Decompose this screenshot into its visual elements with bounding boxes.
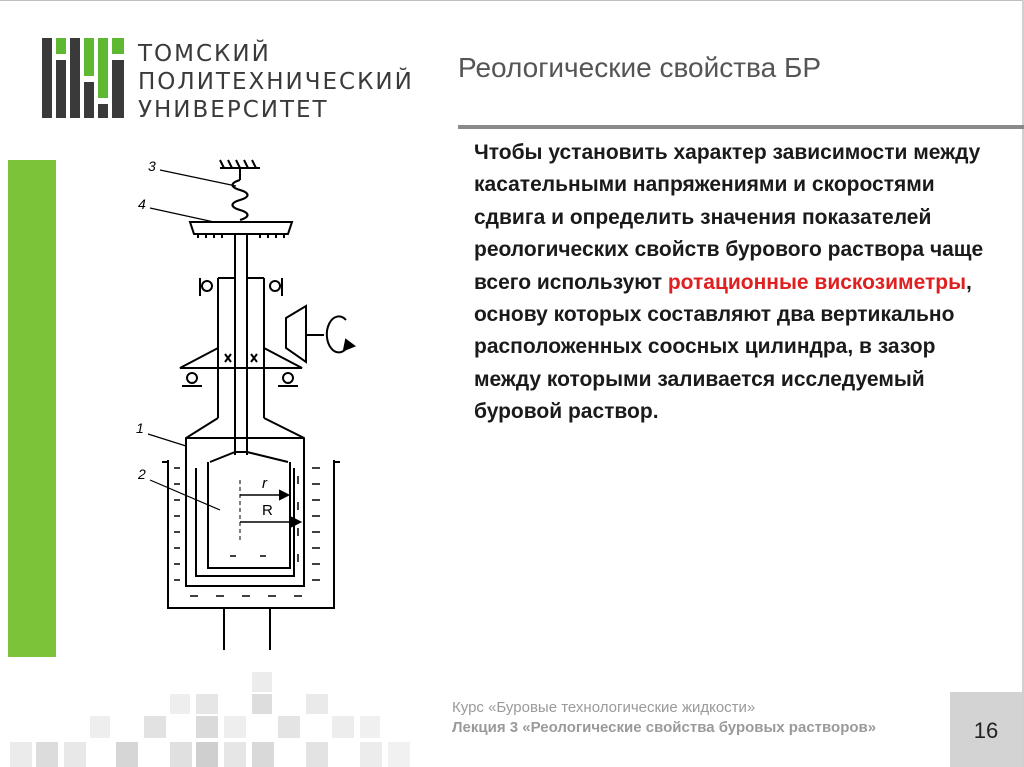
footer-lecture <box>452 718 922 738</box>
university-name <box>138 40 414 124</box>
body-text-part-2: , основу которых составляют два вертикально расположенных соосных цилиндра, в зазор между которыми заливается исследуемый буровой раствор. <box>474 270 972 424</box>
tpu-logo-icon <box>42 38 124 118</box>
green-side-bar <box>8 160 56 657</box>
top-border <box>0 0 1024 1</box>
diagram-label-r: r <box>262 475 267 492</box>
slide-body-text <box>474 137 994 429</box>
decorative-mosaic <box>0 670 460 767</box>
diagram-label-4: 4 <box>138 196 146 212</box>
university-name-line-1: ТОМСКИЙ <box>138 41 271 67</box>
footer-course-info <box>452 698 922 738</box>
slide-title: Реологические свойства БР <box>458 52 822 83</box>
page-number-box <box>950 692 1022 767</box>
diagram-label-R: R <box>262 502 273 519</box>
page-number: 16 <box>973 718 999 743</box>
diagram-label-3: 3 <box>148 158 156 174</box>
footer-lecture-title: «Реологические свойства буровых растворов» <box>518 719 877 736</box>
viscometer-diagram <box>120 150 370 655</box>
title-underline <box>458 125 1024 129</box>
university-name-line-2: ПОЛИТЕХНИЧЕСКИЙ <box>138 69 414 95</box>
footer-lecture-prefix: Лекция 3 <box>452 719 519 736</box>
footer-course: Курс «Буровые технологические жидкости» <box>452 699 756 716</box>
diagram-label-1: 1 <box>136 420 144 436</box>
university-name-line-3: УНИВЕРСИТЕТ <box>138 97 329 123</box>
diagram-label-2: 2 <box>138 466 146 482</box>
body-text-highlight: ротационные вискозиметры <box>667 270 967 294</box>
body-text-part-1: Чтобы установить характер зависимости между касательными напряжениями и скоростями сдвига и определить значения показателей реологических свойств бурового раствора чаще всего используют <box>474 141 984 294</box>
